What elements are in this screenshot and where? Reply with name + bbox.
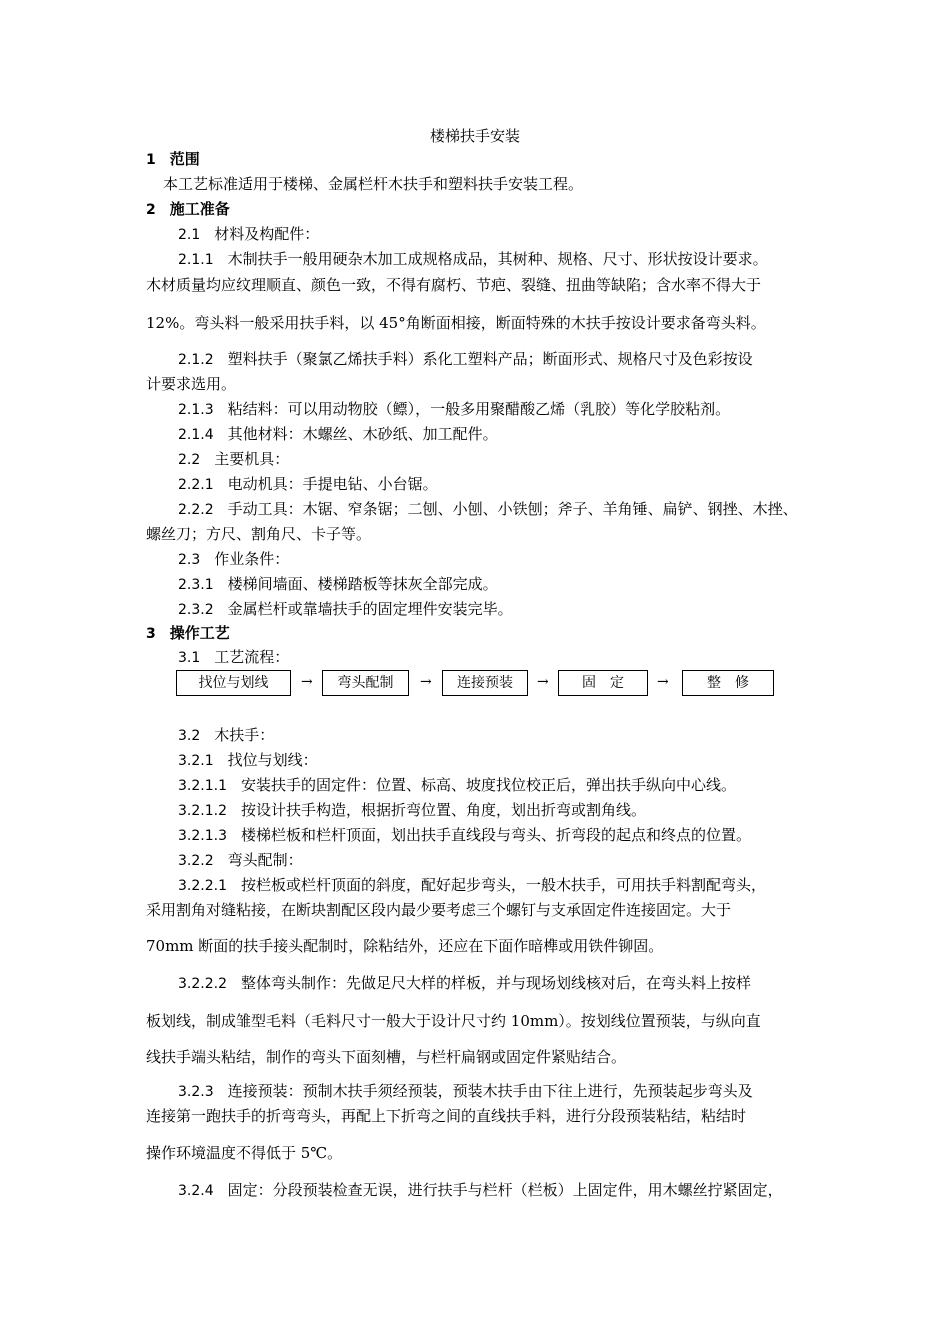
paragraph-line: 3.2.2.1 按栏板或栏杆顶面的斜度，配好起步弯头，一般木扶手，可用扶手料割配弯头， (178, 876, 766, 894)
subsection-line: 3.2 木扶手： (178, 726, 275, 744)
page-title: 楼梯扶手安装 (429, 127, 520, 145)
paragraph-line: 线扶手端头粘结，制作的弯头下面刻槽，与栏杆扁钢或固定件紧贴结合。 (146, 1048, 627, 1066)
flow-arrow-icon: → (537, 674, 549, 690)
paragraph-line: 螺丝刀；方尺、割角尺、卡子等。 (146, 525, 372, 543)
paragraph-line: 连接第一跑扶手的折弯弯头，再配上下折弯之间的直线扶手料，进行分段预装粘结，粘结时 (146, 1107, 747, 1125)
paragraph-line: 3.2.1 找位与划线： (178, 751, 318, 769)
paragraph-line: 计要求选用。 (146, 375, 237, 393)
paragraph-line: 70mm 断面的扶手接头配制时，除粘结外，还应在下面作暗榫或用铁件铆固。 (146, 937, 664, 955)
section-heading: 1 范围 (146, 150, 200, 168)
paragraph-line: 2.1.1 木制扶手一般用硬杂木加工成规格成品，其树种、规格、尺寸、形状按设计要求。 (178, 250, 768, 268)
paragraph-line: 2.2.2 手动工具：木锯、窄条锯；二刨、小刨、小铁刨；斧子、羊角锤、扁铲、钢挫、木挫、 (178, 500, 798, 518)
subsection-line: 3.1 工艺流程： (178, 648, 290, 666)
flow-step-box: 找位与划线 (176, 670, 291, 696)
paragraph-line: 采用割角对缝粘接，在断块割配区段内最少要考虑三个螺钉与支承固定件连接固定。大于 (146, 901, 732, 919)
section-heading: 2 施工准备 (146, 200, 230, 218)
paragraph-line: 3.2.2 弯头配制： (178, 851, 303, 869)
paragraph-line: 3.2.2.2 整体弯头制作：先做足尺大样的样板，并与现场划线核对后，在弯头料上按样 (178, 974, 751, 992)
section-heading: 3 操作工艺 (146, 624, 230, 642)
flow-arrow-icon: → (657, 674, 669, 690)
paragraph-line: 2.3.2 金属栏杆或靠墙扶手的固定埋件安装完毕。 (178, 600, 513, 618)
subsection-line: 2.1 材料及构配件： (178, 225, 320, 243)
paragraph-line: 木材质量均应纹理顺直、颜色一致，不得有腐朽、节疤、裂缝、扭曲等缺陷；含水率不得大于 (146, 276, 762, 294)
paragraph-line: 本工艺标准适用于楼梯、金属栏杆木扶手和塑料扶手安装工程。 (163, 175, 584, 193)
flow-step-box: 固 定 (558, 670, 648, 696)
paragraph-line: 3.2.1.3 楼梯栏板和栏杆顶面，划出扶手直线段与弯头、折弯段的起点和终点的位置。 (178, 826, 751, 844)
subsection-line: 2.3 作业条件： (178, 550, 290, 568)
paragraph-line: 3.2.1.1 安装扶手的固定件：位置、标高、坡度找位校正后，弹出扶手纵向中心线。 (178, 776, 736, 794)
subsection-line: 2.2 主要机具： (178, 450, 290, 468)
flow-arrow-icon: → (420, 674, 432, 690)
paragraph-line: 2.2.1 电动机具：手提电钻、小台锯。 (178, 475, 438, 493)
flow-step-box: 整 修 (682, 670, 774, 696)
paragraph-line: 操作环境温度不得低于 5℃。 (146, 1144, 343, 1162)
flow-step-box: 连接预装 (442, 670, 528, 696)
paragraph-line: 2.1.4 其他材料：木螺丝、木砂纸、加工配件。 (178, 425, 498, 443)
paragraph-line: 2.1.2 塑料扶手（聚氯乙烯扶手料）系化工塑料产品；断面形式、规格尺寸及色彩按设 (178, 350, 753, 368)
paragraph-line: 2.3.1 楼梯间墙面、楼梯踏板等抹灰全部完成。 (178, 575, 498, 593)
paragraph-line: 2.1.3 粘结料：可以用动物胶（鳔），一般多用聚醋酸乙烯（乳胶）等化学胶粘剂。 (178, 400, 731, 418)
paragraph-line: 3.2.3 连接预装：预制木扶手须经预装，预装木扶手由下往上进行，先预装起步弯头及 (178, 1082, 753, 1100)
paragraph-line: 12%。弯头料一般采用扶手料，以 45°角断面相接，断面特殊的木扶手按设计要求备弯头料。 (146, 314, 766, 332)
flow-arrow-icon: → (301, 674, 313, 690)
paragraph-line: 板划线，制成雏型毛料（毛料尺寸一般大于设计尺寸约 10mm）。按划线位置预装，与纵向直 (146, 1012, 761, 1030)
paragraph-line: 3.2.1.2 按设计扶手构造，根据折弯位置、角度，划出折弯或割角线。 (178, 801, 646, 819)
flow-step-box: 弯头配制 (322, 670, 409, 696)
paragraph-line: 3.2.4 固定：分段预装检查无误，进行扶手与栏杆（栏板）上固定件，用木螺丝拧紧固定， (178, 1181, 783, 1199)
